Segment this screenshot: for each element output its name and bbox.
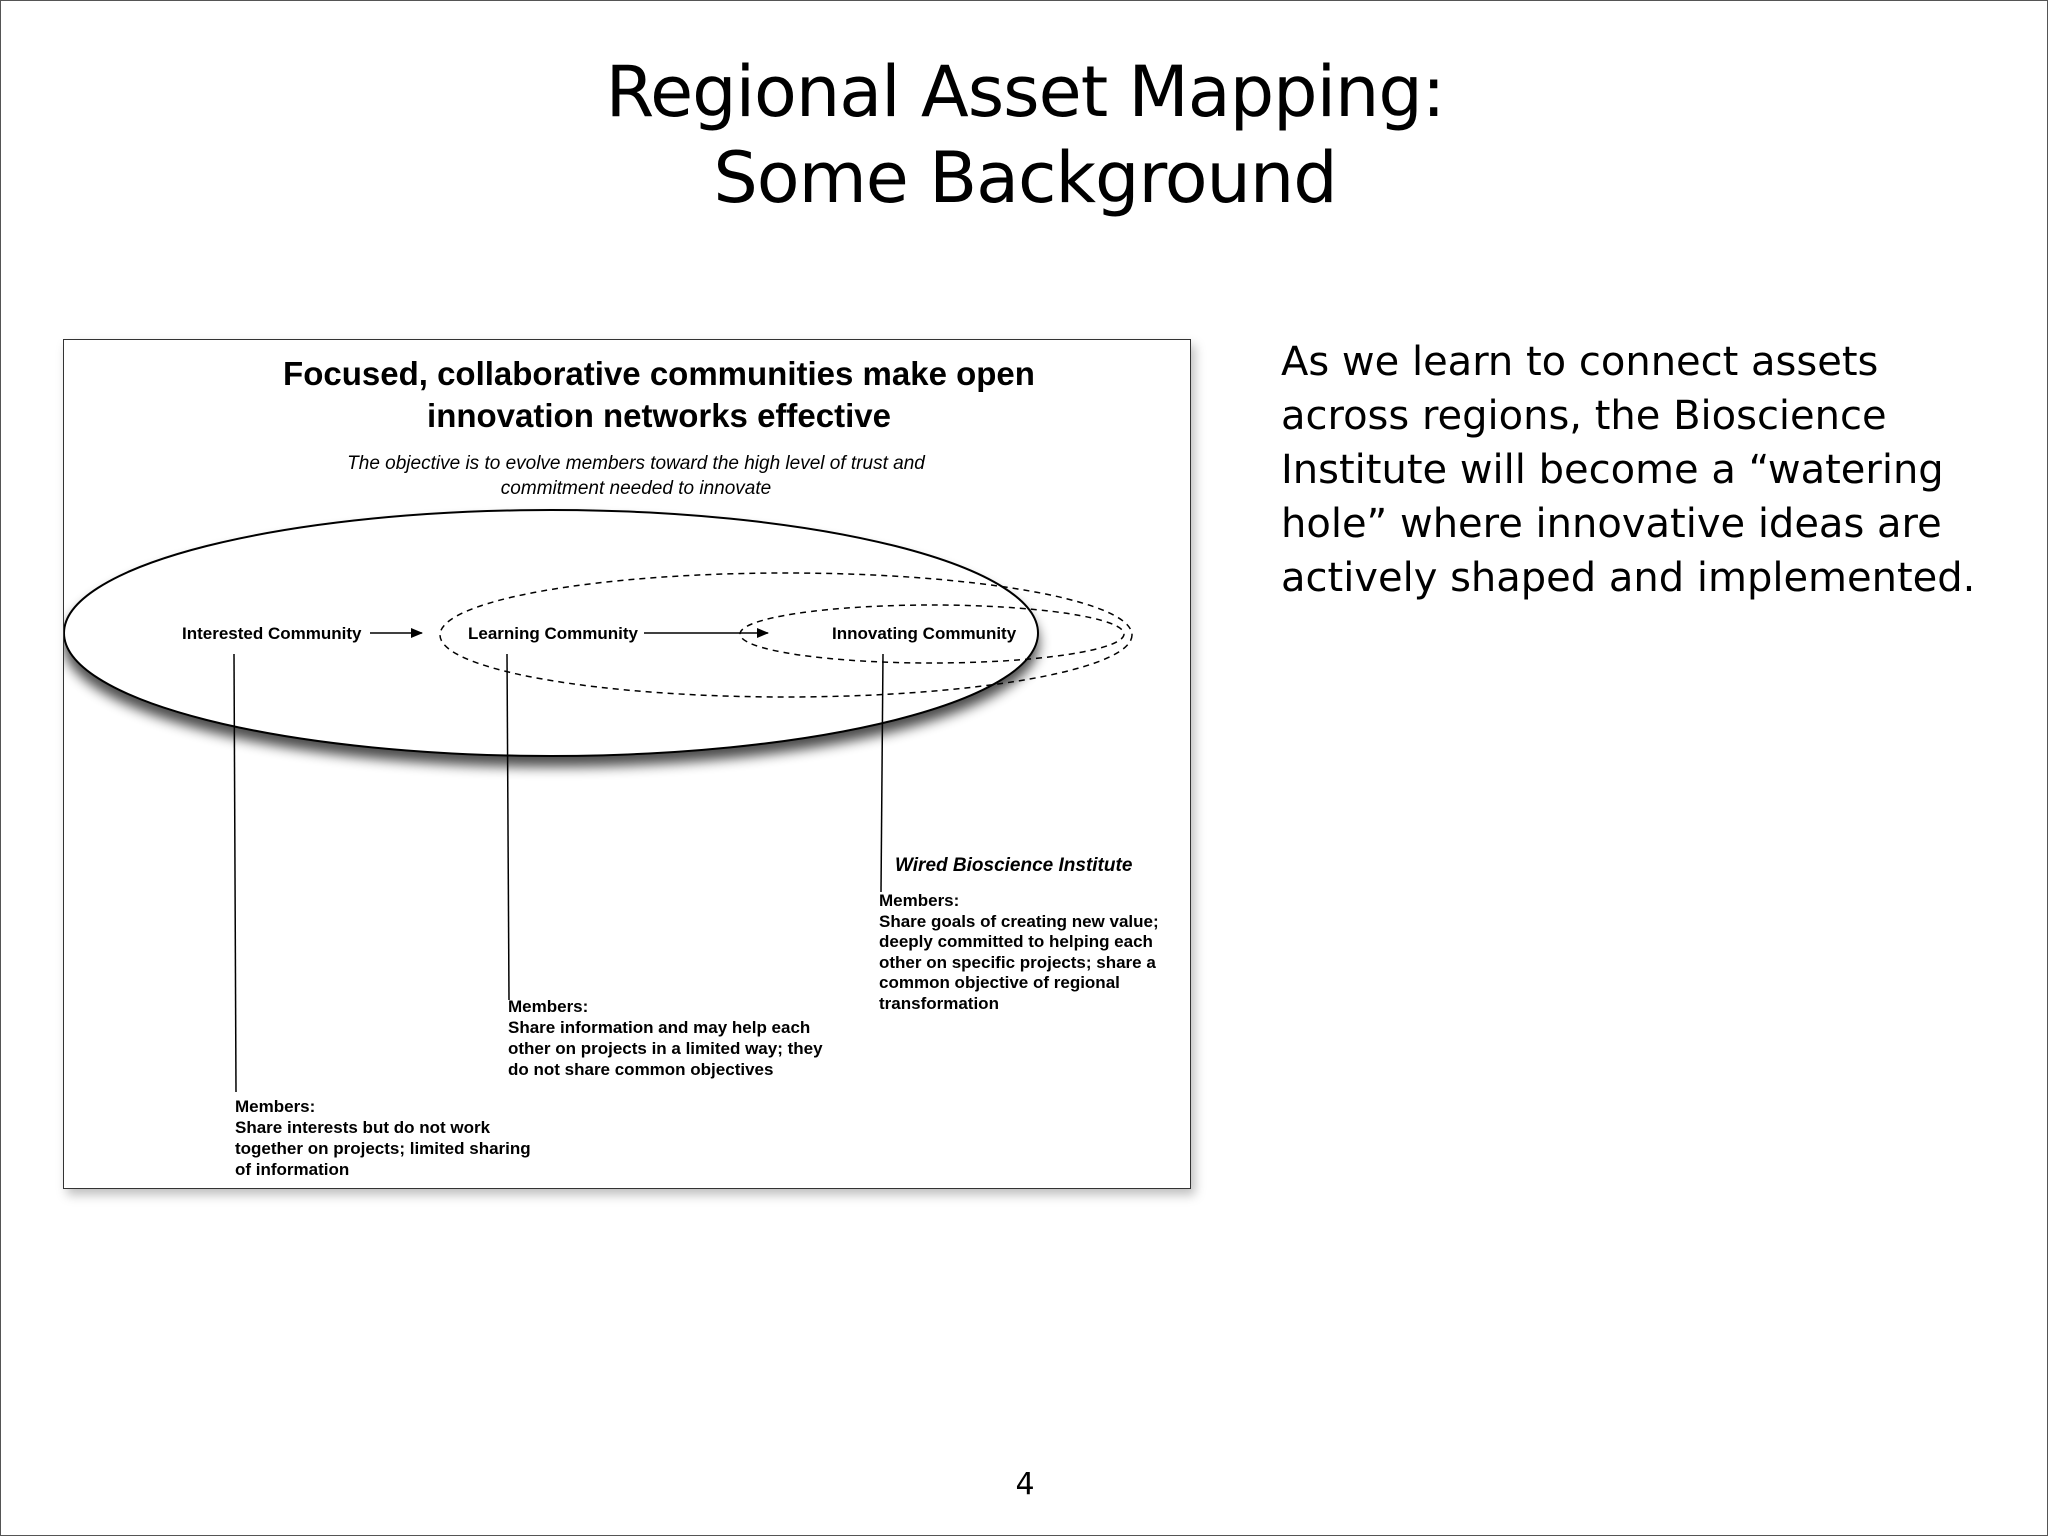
diagram-title-line-2: innovation networks effective — [427, 397, 891, 434]
body-line: Institute will become a “watering — [1281, 447, 1944, 493]
innovating-community-label: Innovating Community — [832, 624, 1017, 643]
learning-members-line: Share information and may help each — [508, 1018, 811, 1037]
slide-title-line-1: Regional Asset Mapping: — [605, 51, 1445, 133]
innovating-members-line: Members: — [879, 891, 960, 910]
community-diagram-figure — [63, 339, 1191, 1189]
slide-body-text — [1281, 335, 1981, 605]
innovating-members-line: Share goals of creating new value; — [879, 912, 1159, 931]
learning-community-label: Learning Community — [468, 624, 639, 643]
body-line: As we learn to connect assets — [1281, 339, 1879, 385]
page-number: 4 — [1015, 1467, 1035, 1502]
innovating-members-line: other on specific projects; share a — [879, 953, 1156, 972]
interested-members-line: of information — [235, 1160, 350, 1179]
body-line: actively shaped and implemented. — [1281, 555, 1976, 601]
interested-members-line: together on projects; limited sharing — [235, 1139, 531, 1158]
interested-members-line: Members: — [235, 1097, 316, 1116]
innovating-members-text — [879, 891, 1159, 1013]
interested-members-text — [235, 1097, 531, 1179]
body-line: across regions, the Bioscience — [1281, 393, 1887, 439]
innovating-members-line: deeply committed to helping each — [879, 932, 1153, 951]
learning-members-text — [508, 997, 823, 1079]
diagram-subtitle-line-1: The objective is to evolve members toward the high level of trust and — [347, 453, 925, 474]
learning-members-line: Members: — [508, 997, 589, 1016]
wired-bioscience-institute-label: Wired Bioscience Institute — [895, 855, 1133, 876]
interested-community-label: Interested Community — [182, 624, 362, 643]
diagram-title-line-1: Focused, collaborative communities make open — [283, 355, 1035, 392]
diagram-subtitle-line-2: commitment needed to innovate — [500, 478, 772, 499]
learning-members-line: other on projects in a limited way; they — [508, 1039, 823, 1058]
learning-members-line: do not share common objectives — [508, 1060, 774, 1079]
innovating-members-line: common objective of regional — [879, 973, 1120, 992]
community-diagram — [64, 340, 1190, 1188]
body-line: hole” where innovative ideas are — [1281, 501, 1942, 547]
innovating-members-line: transformation — [879, 994, 999, 1013]
slide-title-line-2: Some Background — [713, 137, 1337, 219]
slide-title — [1, 49, 2048, 221]
interested-members-line: Share interests but do not work — [235, 1118, 491, 1137]
